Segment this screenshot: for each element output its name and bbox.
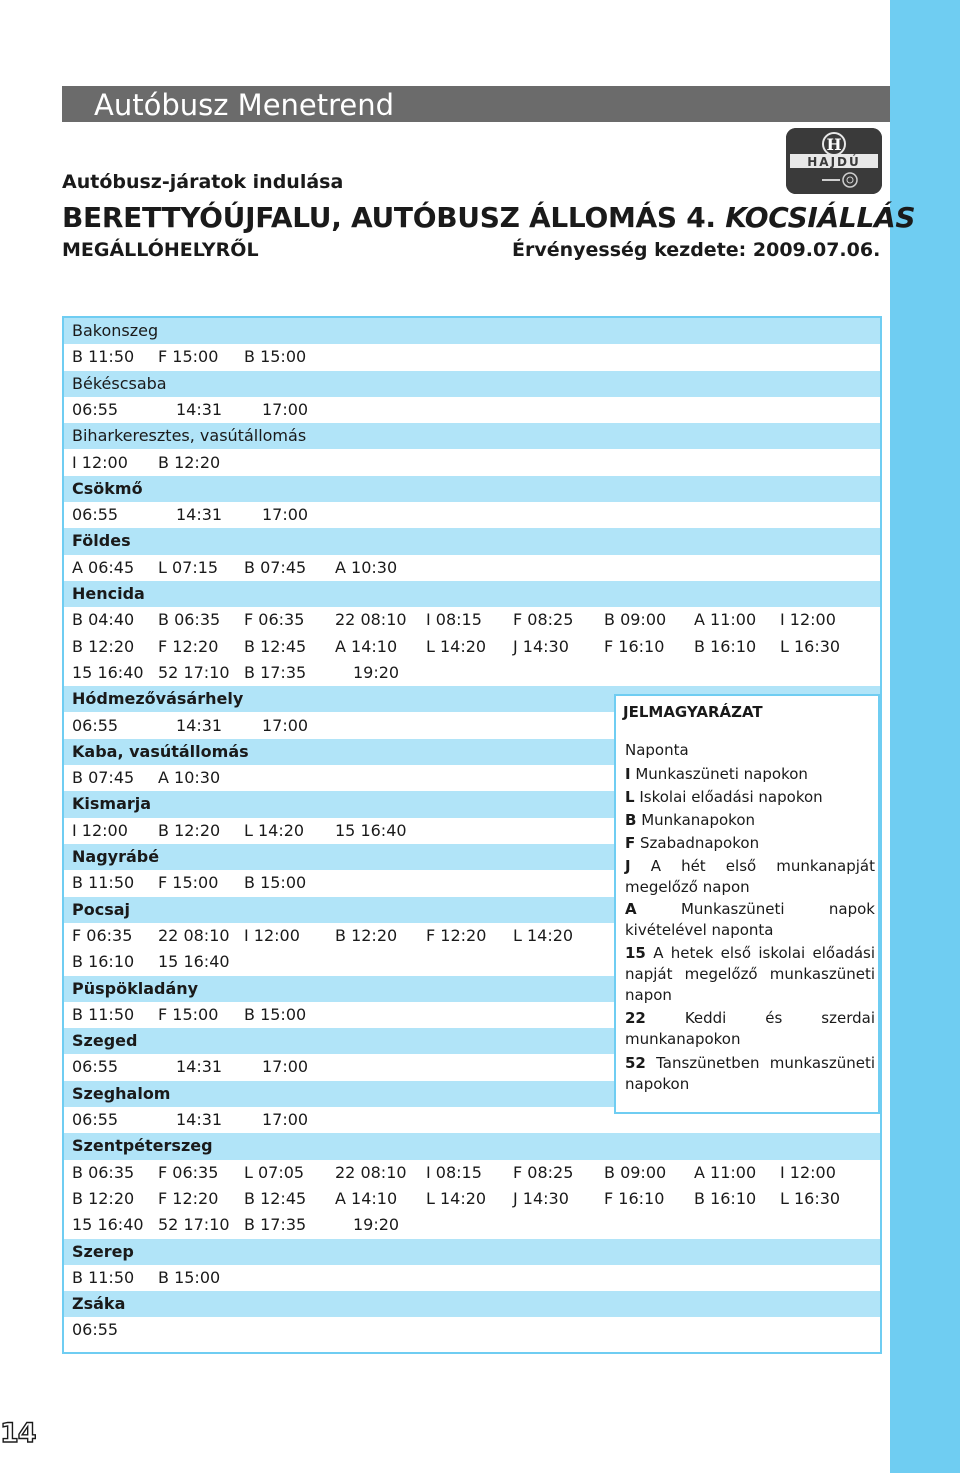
- departure-time: F 12:20: [426, 925, 487, 945]
- departure-row: [64, 1317, 880, 1343]
- departure-time: 17:00: [262, 505, 309, 525]
- departure-time: B 15:00: [244, 1004, 307, 1024]
- departure-time: B 12:20: [158, 820, 221, 840]
- departure-time: 14:31: [176, 505, 223, 525]
- legend-item: [625, 740, 875, 761]
- departure-time: B 11:50: [72, 1267, 135, 1287]
- departure-row: [64, 502, 880, 528]
- departure-time: F 15:00: [158, 1004, 219, 1024]
- departure-time: L 07:05: [244, 1162, 305, 1182]
- page-number: 14: [0, 1418, 36, 1449]
- departure-time: L 14:20: [426, 1188, 487, 1208]
- logo-text: HAJDÚ: [807, 155, 861, 169]
- legend-text: Szabadnapokon: [635, 834, 760, 852]
- departure-time: J 14:30: [513, 1188, 569, 1208]
- departure-time: 22 08:10: [335, 1162, 407, 1182]
- departure-row: [64, 1265, 880, 1291]
- validity-date: Érvényesség kezdete: 2009.07.06.: [512, 239, 881, 261]
- departure-row: [64, 1160, 880, 1186]
- departure-time: L 16:30: [780, 636, 841, 656]
- legend-item: [625, 810, 875, 831]
- departure-time: F 08:25: [513, 610, 574, 630]
- destination-heading: Hódmezővásárhely: [64, 686, 880, 712]
- departure-time: B 17:35: [244, 662, 307, 682]
- legend-title: JELMAGYARÁZAT: [623, 703, 763, 721]
- destination-heading: Zsáka: [64, 1291, 880, 1317]
- departure-time: 06:55: [72, 715, 119, 735]
- destination-heading: Földes: [64, 528, 880, 554]
- departure-time: F 16:10: [604, 636, 665, 656]
- legend-key: L: [625, 788, 635, 806]
- departure-row: [64, 397, 880, 423]
- departure-time: L 14:20: [513, 925, 574, 945]
- legend-item: [625, 943, 875, 1006]
- departure-time: 15 16:40: [72, 662, 144, 682]
- destination-heading: Kismarja: [64, 791, 880, 817]
- legend-text: Naponta: [625, 741, 689, 759]
- departure-time: A 06:45: [72, 557, 135, 577]
- destination-heading: Hencida: [64, 581, 880, 607]
- departure-time: 06:55: [72, 505, 119, 525]
- departure-time: B 11:50: [72, 873, 135, 893]
- destination-heading: Szentpéterszeg: [64, 1133, 880, 1159]
- departure-time: B 12:45: [244, 1188, 307, 1208]
- departure-time: B 12:20: [335, 925, 398, 945]
- departure-time: B 07:45: [244, 557, 307, 577]
- departure-time: F 08:25: [513, 1162, 574, 1182]
- legend-key: I: [625, 765, 631, 783]
- departure-time: 15 16:40: [335, 820, 407, 840]
- departure-time: A 11:00: [694, 610, 757, 630]
- departure-row: [64, 1186, 880, 1212]
- departure-time: 06:55: [72, 1110, 119, 1129]
- departure-time: F 12:20: [158, 1188, 219, 1208]
- departure-time: 17:00: [262, 1057, 309, 1077]
- departure-time: A 10:30: [158, 768, 221, 788]
- legend-key: B: [625, 811, 637, 829]
- departure-time: I 08:15: [426, 610, 482, 630]
- departure-time: 19:20: [353, 1215, 400, 1235]
- destination-heading: Csökmő: [64, 476, 880, 502]
- legend-key: A: [625, 900, 637, 918]
- hajdu-logo-icon: [786, 128, 882, 194]
- departure-time: B 15:00: [158, 1267, 221, 1287]
- legend-item: [625, 833, 875, 854]
- destination-heading: Békéscsaba: [64, 371, 880, 397]
- legend-text: A hetek első iskolai előadási napját megelőző munkaszüneti napon: [625, 944, 875, 1004]
- legend-item: [625, 764, 875, 785]
- departure-time: L 07:15: [158, 557, 219, 577]
- departure-time: F 15:00: [158, 873, 219, 893]
- legend-text: Keddi és szerdai munkanapokon: [625, 1009, 875, 1048]
- departure-time: 14:31: [176, 1110, 223, 1129]
- departure-time: 06:55: [72, 399, 119, 419]
- departure-time: 15 16:40: [72, 1215, 144, 1235]
- departure-time: F 12:20: [158, 636, 219, 656]
- departure-time: B 11:50: [72, 1004, 135, 1024]
- departure-time: F 06:35: [72, 925, 133, 945]
- destination-heading: Bakonszeg: [64, 318, 880, 344]
- departure-time: B 12:20: [158, 452, 221, 472]
- departure-time: 14:31: [176, 1057, 223, 1077]
- legend-box: [614, 694, 880, 1114]
- legend-key: J: [625, 857, 631, 875]
- page-title: Autóbusz Menetrend: [94, 88, 395, 122]
- departure-row: [64, 450, 880, 476]
- departure-time: J 14:30: [513, 636, 569, 656]
- legend-item: [625, 856, 875, 898]
- destination-heading: Püspökladány: [64, 976, 880, 1002]
- departure-time: 17:00: [262, 1110, 309, 1129]
- departure-time: 22 08:10: [158, 925, 230, 945]
- departure-time: B 16:10: [694, 1188, 757, 1208]
- departure-time: I 12:00: [72, 820, 128, 840]
- departure-time: B 17:35: [244, 1215, 307, 1235]
- departure-row: [64, 555, 880, 581]
- departure-time: 17:00: [262, 399, 309, 419]
- departure-time: 19:20: [353, 662, 400, 682]
- departure-time: F 16:10: [604, 1188, 665, 1208]
- departure-time: 22 08:10: [335, 610, 407, 630]
- departure-time: I 12:00: [244, 925, 300, 945]
- departure-time: A 14:10: [335, 636, 398, 656]
- destination-heading: Nagyrábé: [64, 844, 880, 870]
- departure-time: B 06:35: [72, 1162, 135, 1182]
- destination-heading: Biharkeresztes, vasútállomás: [64, 423, 880, 449]
- destination-heading: Szerep: [64, 1239, 880, 1265]
- departure-time: 52 17:10: [158, 1215, 230, 1235]
- station-title-italic: KOCSIÁLLÁS: [725, 201, 916, 234]
- departure-time: B 16:10: [694, 636, 757, 656]
- station-title-plain: BERETTYÓÚJFALU, AUTÓBUSZ ÁLLOMÁS 4.: [62, 201, 726, 234]
- destination-heading: Szeged: [64, 1028, 880, 1054]
- departure-time: L 16:30: [780, 1188, 841, 1208]
- departure-time: F 15:00: [158, 347, 219, 367]
- departure-time: L 14:20: [426, 636, 487, 656]
- departure-time: L 14:20: [244, 820, 305, 840]
- legend-key: 52: [625, 1054, 646, 1072]
- departure-time: 14:31: [176, 715, 223, 735]
- departure-time: B 12:20: [72, 636, 135, 656]
- legend-text: Tanszünetben munkaszüneti napokon: [625, 1054, 875, 1093]
- departure-time: F 06:35: [244, 610, 305, 630]
- departure-time: A 14:10: [335, 1188, 398, 1208]
- legend-key: 15: [625, 944, 646, 962]
- legend-text: A hét első munkanapját megelőző napon: [625, 857, 875, 896]
- destination-heading: Pocsaj: [64, 897, 880, 923]
- departure-time: 52 17:10: [158, 662, 230, 682]
- logo-letter: H: [826, 135, 842, 154]
- departure-time: B 15:00: [244, 873, 307, 893]
- legend-item: [625, 787, 875, 808]
- departure-time: 14:31: [176, 399, 223, 419]
- departure-time: A 11:00: [694, 1162, 757, 1182]
- departure-time: 06:55: [72, 1057, 119, 1077]
- legend-text: Munkaszüneti napokon: [630, 765, 808, 783]
- departure-time: B 06:35: [158, 610, 221, 630]
- departure-time: B 09:00: [604, 1162, 667, 1182]
- departure-time: B 09:00: [604, 610, 667, 630]
- departure-time: I 12:00: [780, 1162, 836, 1182]
- legend-text: Munkanapokon: [636, 811, 756, 829]
- station-title: [62, 201, 915, 235]
- legend-text: Munkaszüneti napok kivételével naponta: [625, 900, 875, 939]
- departure-row: [64, 1212, 880, 1238]
- legend-key: 22: [625, 1009, 646, 1027]
- hajdu-logo: [786, 128, 882, 194]
- legend-item: [625, 1053, 875, 1095]
- departure-time: B 04:40: [72, 610, 135, 630]
- subtitle: Autóbusz-járatok indulása: [62, 171, 344, 193]
- departure-time: B 07:45: [72, 768, 135, 788]
- departure-row: [64, 634, 880, 660]
- departure-time: B 12:20: [72, 1188, 135, 1208]
- departure-time: I 08:15: [426, 1162, 482, 1182]
- departure-time: A 10:30: [335, 557, 398, 577]
- legend-item: [625, 899, 875, 941]
- legend-item: [625, 1008, 875, 1050]
- destination-heading: Szeghalom: [64, 1081, 880, 1107]
- departure-row: [64, 344, 880, 370]
- departure-time: B 11:50: [72, 347, 135, 367]
- departure-time: I 12:00: [780, 610, 836, 630]
- departure-time: F 06:35: [158, 1162, 219, 1182]
- stop-label: MEGÁLLÓHELYRŐL: [62, 239, 259, 261]
- departure-row: [64, 660, 880, 686]
- departure-time: 17:00: [262, 715, 309, 735]
- departure-time: B 16:10: [72, 952, 135, 972]
- departure-row: [64, 607, 880, 633]
- legend-text: Iskolai előadási napokon: [634, 788, 823, 806]
- departure-time: B 12:45: [244, 636, 307, 656]
- departure-time: 06:55: [72, 1320, 119, 1340]
- legend-key: F: [625, 834, 636, 852]
- destination-heading: Kaba, vasútállomás: [64, 739, 880, 765]
- departure-time: 15 16:40: [158, 952, 230, 972]
- departure-time: I 12:00: [72, 452, 128, 472]
- departure-time: B 15:00: [244, 347, 307, 367]
